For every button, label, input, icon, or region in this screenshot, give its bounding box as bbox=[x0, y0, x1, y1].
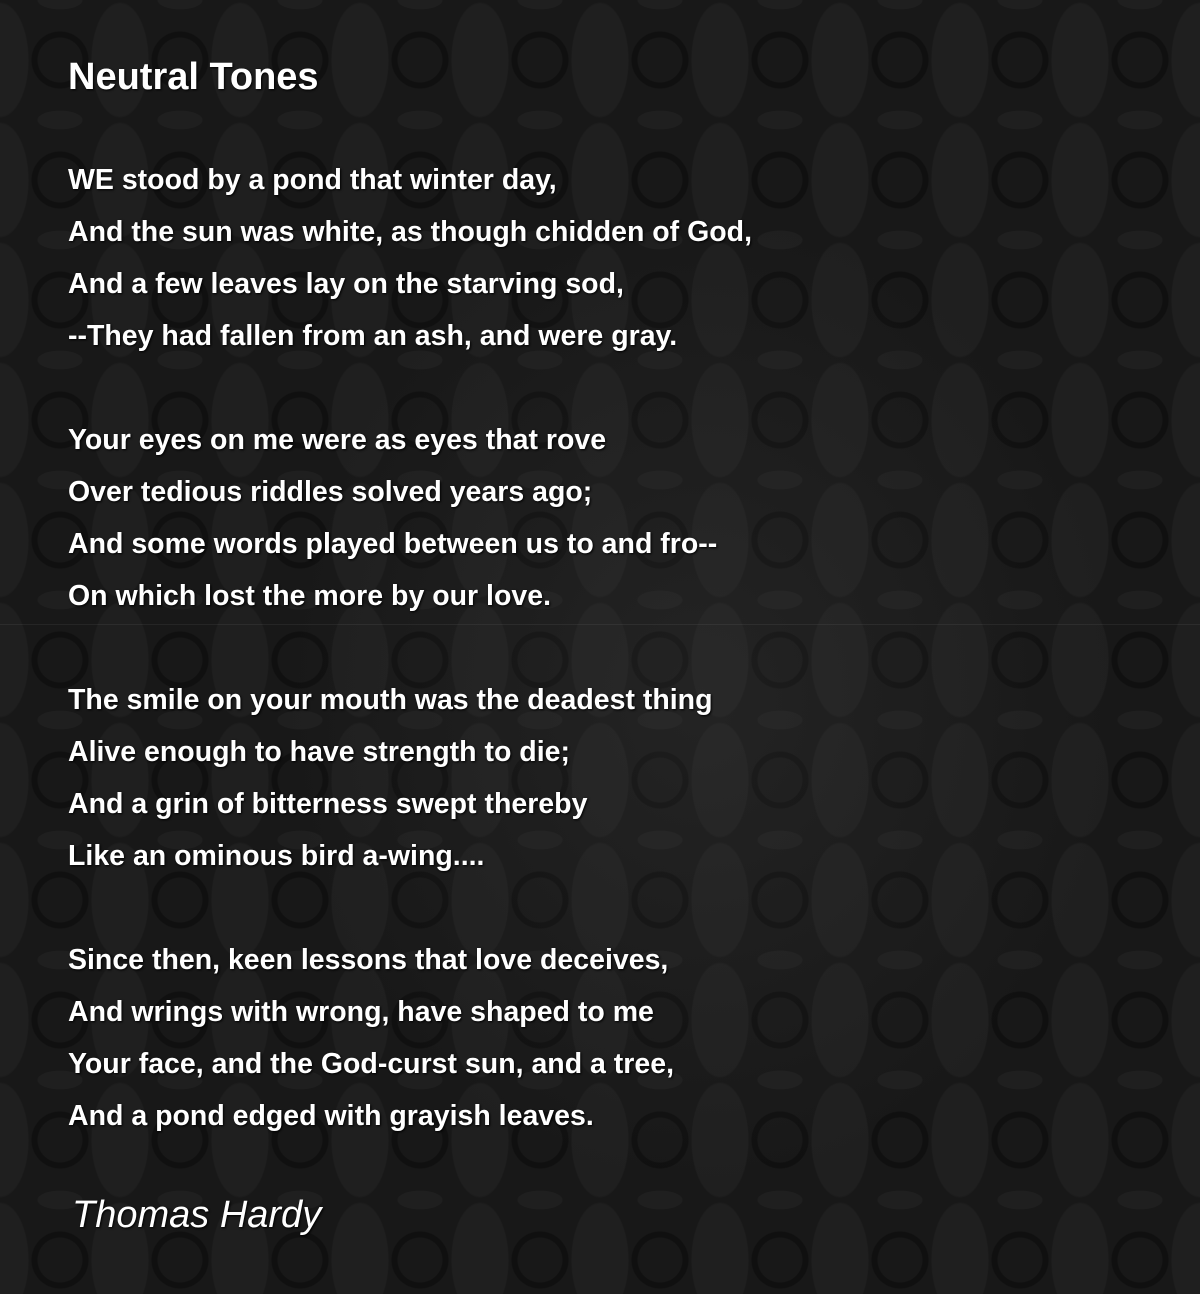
poem-title: Neutral Tones bbox=[68, 56, 319, 98]
poem-line: And a few leaves lay on the starving sod, bbox=[68, 268, 624, 300]
stanza-1 bbox=[68, 154, 1168, 362]
stanza-4 bbox=[68, 934, 1168, 1142]
poem-line: Like an ominous bird a-wing.... bbox=[68, 840, 485, 872]
poem-card bbox=[68, 54, 1168, 1194]
poem-line: On which lost the more by our love. bbox=[68, 580, 551, 612]
poem-line: And wrings with wrong, have shaped to me bbox=[68, 996, 654, 1028]
poem-line: And a grin of bitterness swept thereby bbox=[68, 788, 588, 820]
poem-line: And the sun was white, as though chidden of God, bbox=[68, 216, 752, 248]
stanza-2 bbox=[68, 414, 1168, 622]
poem-line: Your eyes on me were as eyes that rove bbox=[68, 424, 607, 456]
stanza-3 bbox=[68, 674, 1168, 882]
poem-line: Over tedious riddles solved years ago; bbox=[68, 476, 593, 508]
poem-line: Your face, and the God-curst sun, and a tree, bbox=[68, 1048, 675, 1080]
poem-line: And a pond edged with grayish leaves. bbox=[68, 1100, 594, 1132]
poem-line: And some words played between us to and fro-- bbox=[68, 528, 718, 560]
poem-line: Alive enough to have strength to die; bbox=[68, 736, 570, 768]
poem-line: --They had fallen from an ash, and were gray. bbox=[68, 320, 678, 352]
poem-body bbox=[68, 154, 1168, 1142]
poem-line: WE stood by a pond that winter day, bbox=[68, 164, 557, 196]
poem-line: Since then, keen lessons that love deceives, bbox=[68, 944, 669, 976]
poem-line: The smile on your mouth was the deadest thing bbox=[68, 684, 713, 716]
poem-author: Thomas Hardy bbox=[72, 1194, 322, 1236]
